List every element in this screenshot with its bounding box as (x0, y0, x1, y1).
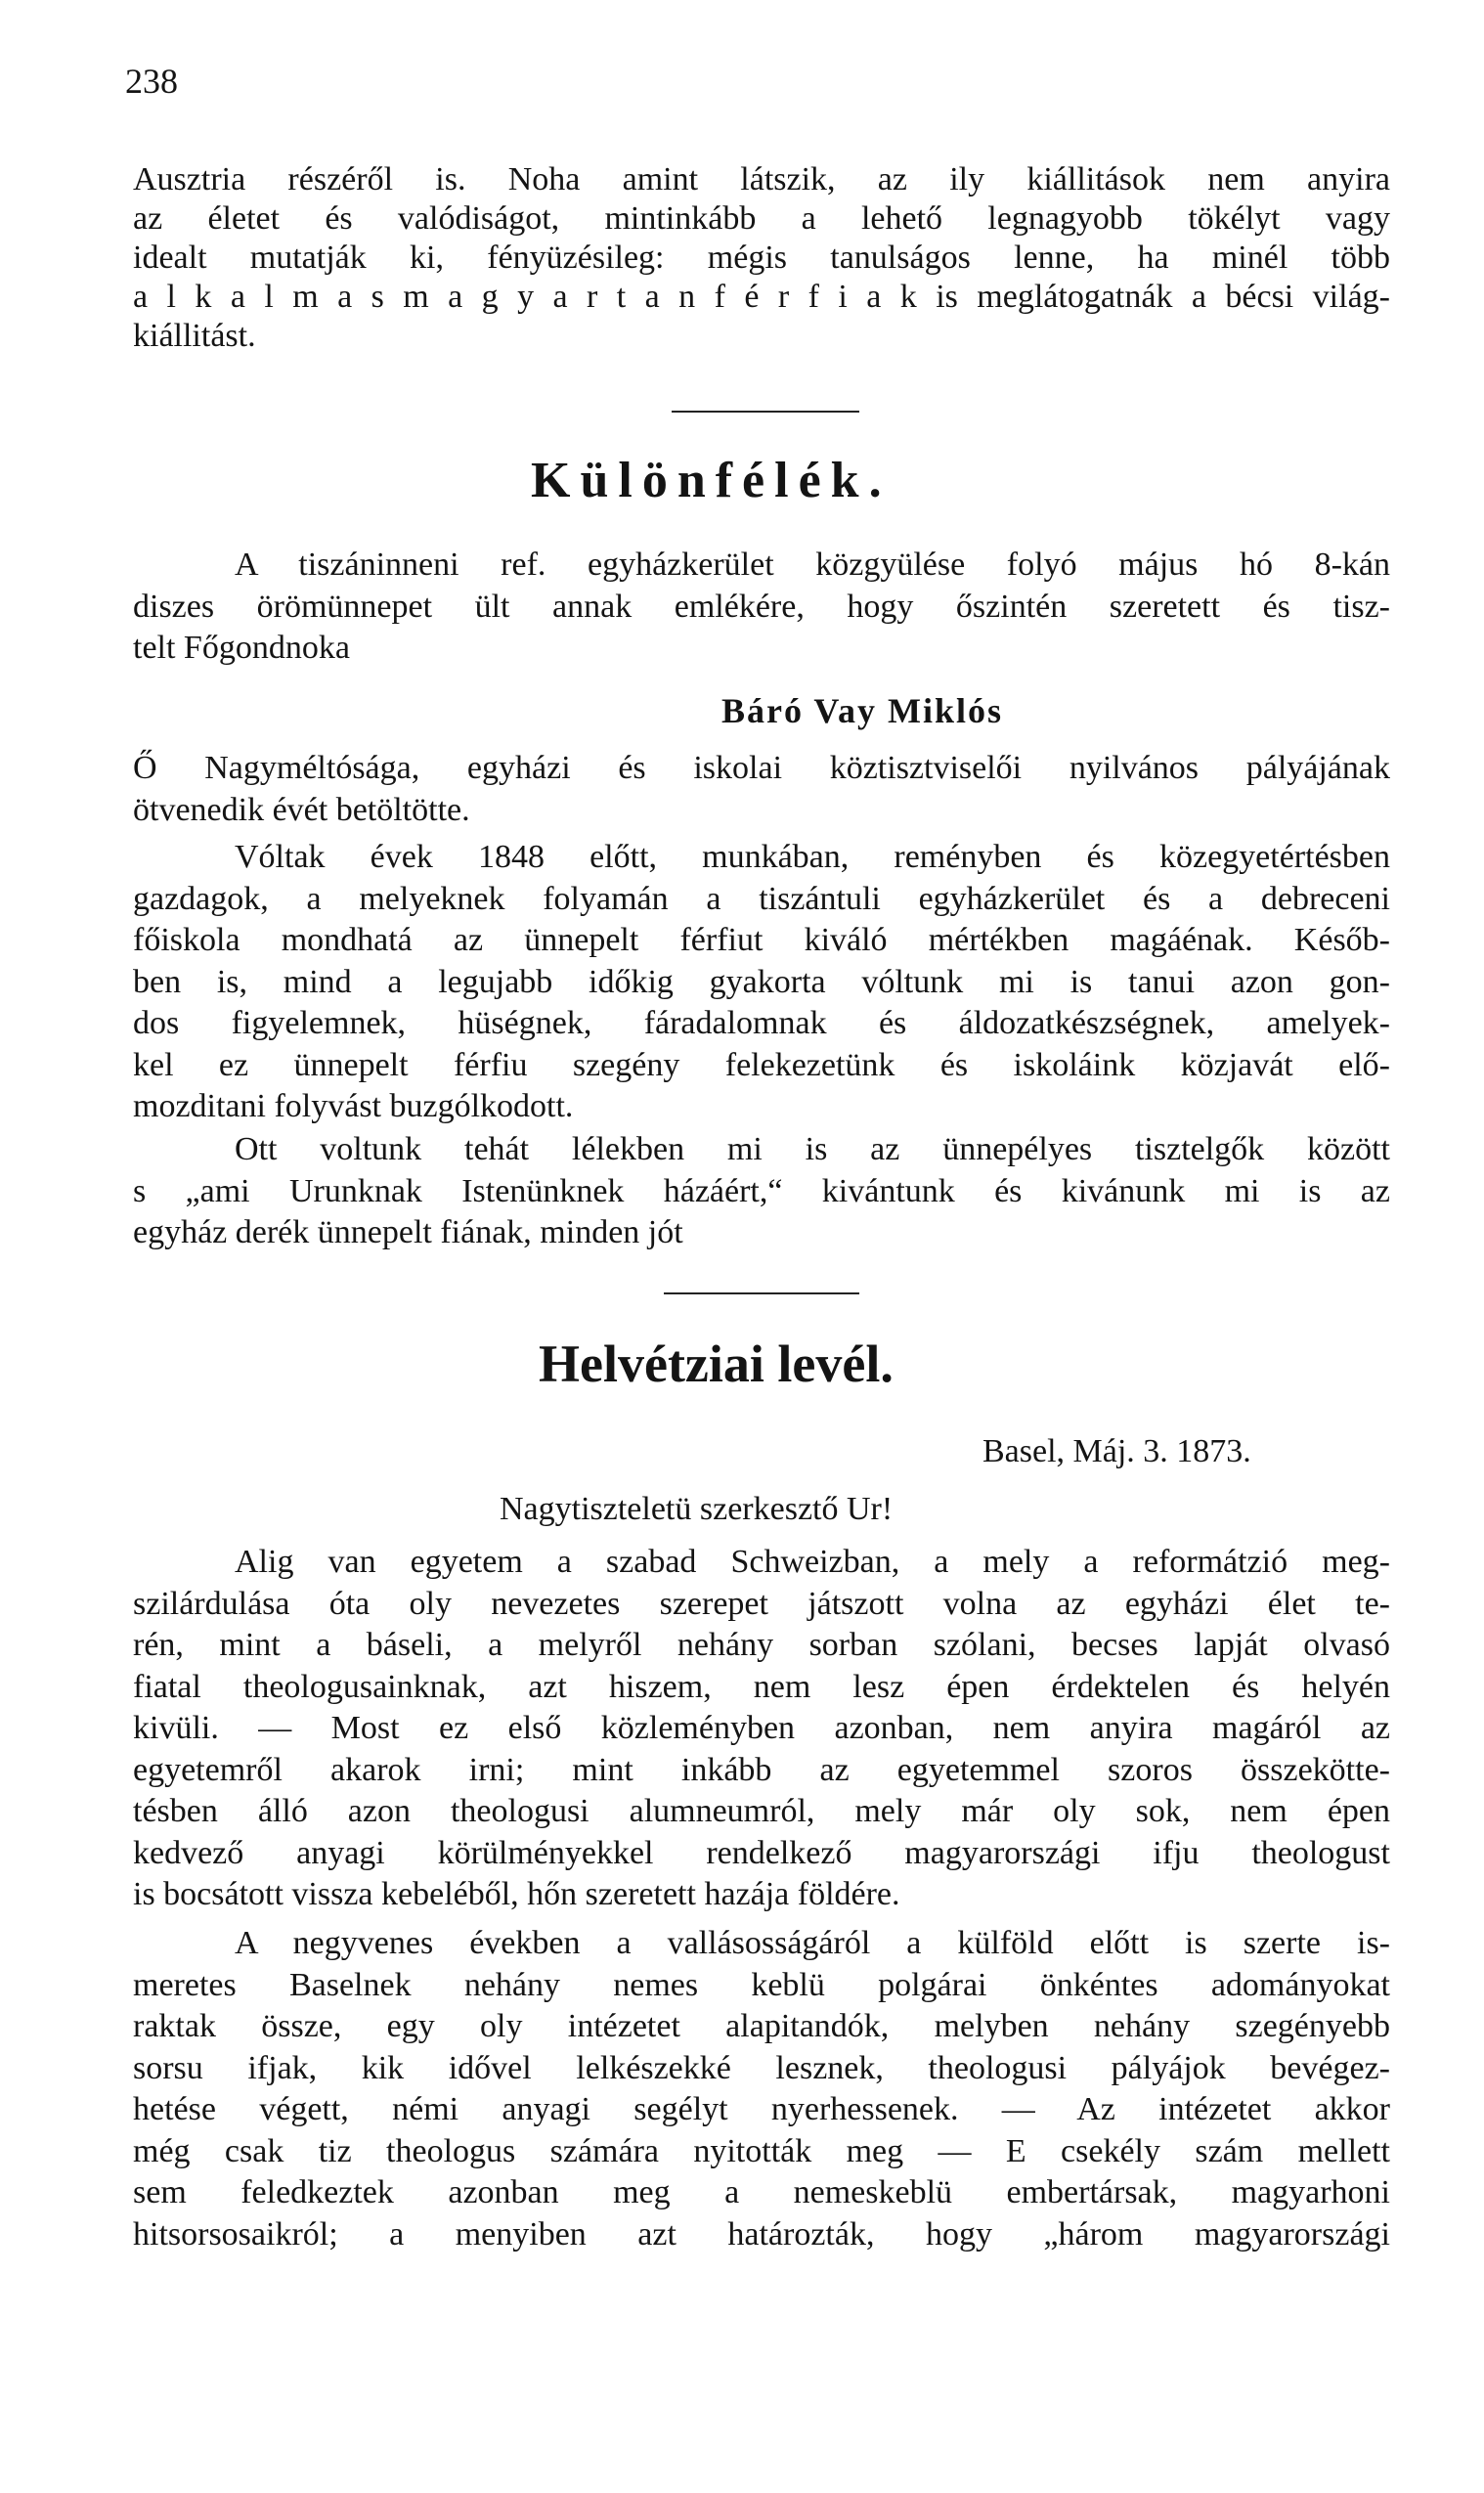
text-line: gazdagok, a melyeknek folyamán a tiszántuli egyházkerület és a debreceni (133, 880, 1390, 917)
text-line: fiatal theologusainknak, azt hiszem, nem lesz épen érdektelen és helyén (133, 1668, 1390, 1705)
text-line: az életet és valódiságot, mintinkább a lehető legnagyobb tökélyt vagy (133, 200, 1390, 237)
text-line: Vóltak évek 1848 előtt, munkában, reményben és közegyetértésben (235, 839, 1390, 875)
section-title-kulonfelek: Különfélék. (531, 453, 892, 508)
text-line: mozditani folyvást buzgólkodott. (133, 1088, 574, 1124)
text-line: Ott voltunk tehát lélekben mi is az ünnepélyes tisztelgők között (235, 1131, 1390, 1167)
text-line: is bocsátott vissza kebeléből, hőn szeretett hazája földére. (133, 1876, 900, 1912)
text-line: szilárdulása óta oly nevezetes szerepet játszott volna az egyházi élet te- (133, 1585, 1390, 1622)
text-line: Alig van egyetem a szabad Schweizban, a mely a reformátzió meg- (235, 1544, 1390, 1580)
text-line: ben is, mind a legujabb időkig gyakorta vóltunk mi is tanui azon gon- (133, 963, 1390, 1000)
paragraph-alumneum-history (133, 1923, 1390, 2255)
text-line: ötvenedik évét betöltötte. (133, 791, 470, 828)
text-line: Ő Nagyméltósága, egyházi és iskolai köztisztviselői nyilvános pályájának (133, 750, 1390, 786)
text-line: főiskola mondhatá az ünnepelt férfiut kiváló mértékben magáénak. Későb- (133, 922, 1390, 958)
text-line: hetése végett, némi anyagi segélyt nyerhessenek. — Az intézetet akkor (133, 2091, 1390, 2127)
text-line: még csak tiz theologus számára nyitották meg — E csekély szám mellett (133, 2132, 1390, 2169)
text-line: hitsorsosaikról; a menyiben azt határozták, hogy „három magyarországi (133, 2215, 1390, 2252)
text-line: sem feledkeztek azonban meg a nemeskeblü embertársak, magyarhoni (133, 2174, 1390, 2210)
paragraph-exhibition (133, 160, 1390, 356)
honoree-name: Báró Vay Miklós (721, 691, 1004, 730)
text-line: kel ez ünnepelt férfiu szegény felekezetünk és iskoláink közjavát elő- (133, 1046, 1390, 1083)
paragraph-excellency (133, 748, 1390, 831)
page-number: 238 (125, 62, 178, 101)
text-line: rén, mint a báseli, a melyről nehány sorban szólani, becses lapját olvasó (133, 1627, 1390, 1663)
paragraph-basel-university (133, 1542, 1390, 1916)
letter-salutation: Nagytiszteletü szerkesztő Ur! (500, 1491, 894, 1527)
text-line: s „ami Urunknak Istenünknek házáért,“ kivántunk és kivánunk mi is az (133, 1172, 1390, 1209)
text-line: a l k a l m a s m a g y a r t a n f é r f i a k is meglátogatnák a bécsi világ- (133, 279, 1390, 315)
text-line: kiállitást. (133, 318, 256, 354)
text-line: Ausztria részéről is. Noha amint látszik, az ily kiállitások nem anyira (133, 161, 1390, 197)
text-line: kedvező anyagi körülményekkel rendelkező magyarországi ifju theologust (133, 1834, 1390, 1871)
text-line: egyetemről akarok irni; mint inkább az egyetemmel szoros összekötte- (133, 1751, 1390, 1788)
text-line: egyház derék ünnepelt fiának, minden jót (133, 1214, 683, 1250)
text-line: meretes Baselnek nehány nemes keblü polgárai önkéntes adományokat (133, 1966, 1390, 2003)
paragraph-assembly (133, 545, 1390, 670)
text-line: raktak össze, egy oly intézetet alapitandók, melyben nehány szegényebb (133, 2008, 1390, 2044)
text-line: telt Főgondnoka (133, 630, 350, 666)
section-title-helvetziai-level: Helvétziai levél. (539, 1334, 894, 1393)
text-line: dos figyelemnek, hüségnek, fáradalomnak és áldozatkészségnek, amelyek- (133, 1005, 1390, 1041)
text-line: tésben álló azon theologusi alumneumról, mely már oly sok, nem épen (133, 1793, 1390, 1829)
paragraph-celebration (133, 1129, 1390, 1254)
section-divider (664, 1292, 859, 1294)
text-line: kivüli. — Most ez első közleményben azonban, nem anyira magáról az (133, 1710, 1390, 1746)
text-line: idealt mutatják ki, fényüzésileg: mégis tanulságos lenne, ha minél több (133, 240, 1390, 276)
paragraph-past-years (133, 837, 1390, 1128)
text-line: A negyvenes években a vallásosságáról a külföld előtt is szerte is- (235, 1925, 1390, 1961)
section-divider (672, 411, 859, 413)
text-line: A tiszáninneni ref. egyházkerület közgyülése folyó május hó 8-kán (235, 547, 1390, 583)
text-line: sorsu ifjak, kik idővel lelkészekké lesznek, theologusi pályájok bevégez- (133, 2049, 1390, 2086)
text-line: diszes örömünnepet ült annak emlékére, hogy őszintén szeretett és tisz- (133, 588, 1390, 625)
letter-date: Basel, Máj. 3. 1873. (982, 1433, 1251, 1469)
